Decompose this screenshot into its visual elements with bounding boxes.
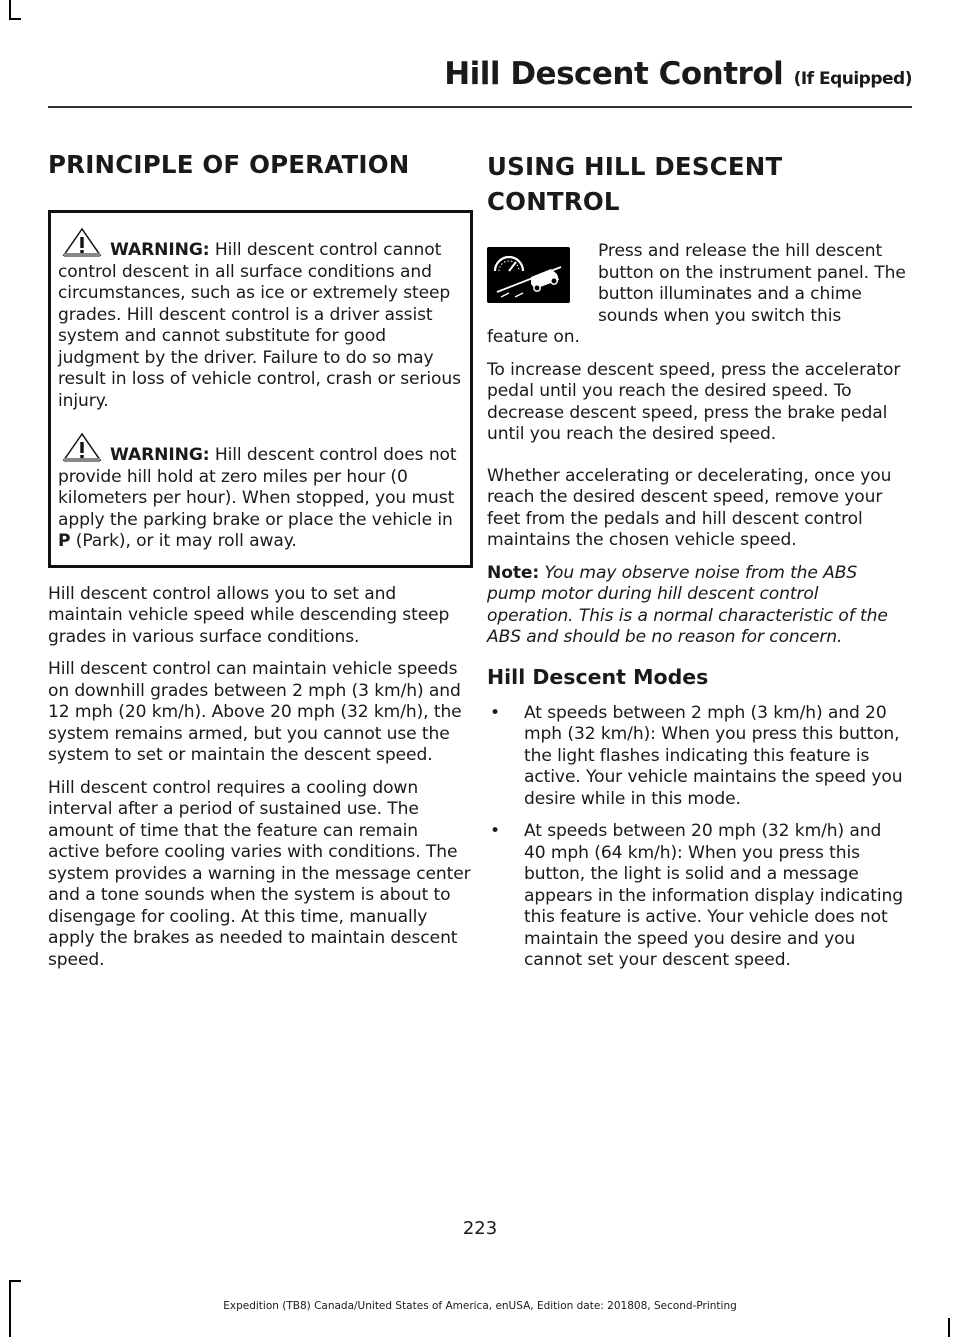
body-paragraph: Press and release the hill descent button on the instrument panel. The button illuminates and a chime sounds when you switch this feature on. [487, 241, 906, 347]
list-item [487, 703, 907, 811]
warning-box [48, 210, 473, 568]
crop-mark [9, 0, 11, 20]
left-column [48, 140, 473, 982]
note [487, 563, 907, 649]
park-letter: P [58, 531, 71, 551]
page-title-suffix: (If Equipped) [793, 69, 912, 89]
footer-text: Expedition (TB8) Canada/United States of America, enUSA, Edition date: 201808, Second-Printing [223, 1300, 737, 1312]
hill-descent-icon [487, 247, 570, 303]
warning-text-end: (Park), or it may roll away. [70, 531, 297, 551]
list-item-text: At speeds between 20 mph (32 km/h) and 40 mph (64 km/h): When you press this button, the light is solid and a message appears in the information display indicating this feature is active. Your vehicle does not maintain the speed you desire and you cannot set your descent speed. [524, 821, 903, 970]
page-title [444, 56, 912, 92]
subheading: Hill Descent Modes [487, 664, 709, 689]
warning-1 [58, 227, 465, 412]
crop-mark [9, 18, 21, 20]
body-paragraph: Hill descent control allows you to set and maintain vehicle speed while descending steep grades in various surface conditions. [48, 583, 450, 647]
warning-text: Hill descent control does not provide hill hold at zero miles per hour (0 kilometers per hour). When stopped, you must apply the parking brake or place the vehicle in [58, 445, 457, 530]
warning-2 [58, 432, 465, 553]
section-heading: PRINCIPLE OF OPERATION [48, 150, 410, 179]
right-column [487, 140, 907, 983]
warning-text: Hill descent control cannot control descent in all surface conditions and circumstances, such as ice or extremely steep grades. Hill descent control is a driver assist system and cannot substitute for good judgment by the driver. Failure to do so may result in loss of vehicle control, crash or serious injury. [58, 240, 461, 411]
note-label: Note: [487, 562, 540, 583]
bullet-icon: • [490, 702, 500, 723]
warning-label: WARNING: [110, 240, 210, 260]
bullet-icon: • [490, 821, 500, 841]
body-paragraph: Hill descent control can maintain vehicle speeds on downhill grades between 2 mph (3 km/h) and 12 mph (20 km/h). Above 20 mph (32 km/h), the system remains armed, but you cannot use the system to set or maintain the descent speed. [48, 659, 462, 765]
body-paragraph: Whether accelerating or decelerating, once you reach the desired descent speed, remove your feet from the pedals and hill descent control maintains the chosen vehicle speed. [487, 465, 892, 550]
list-item-text: At speeds between 2 mph (3 km/h) and 20 mph (32 km/h): When you press this button, the light flashes indicating this feature is active. Your vehicle maintains the speed you desire while in this mode. [524, 702, 903, 809]
section-heading-line: USING HILL DESCENT [487, 152, 783, 181]
page-number: 223 [462, 1218, 498, 1239]
page-title-text: Hill Descent Control [444, 56, 784, 92]
body-paragraph: Hill descent control requires a cooling down interval after a period of sustained use. The amount of time that the feature can remain active before cooling varies with conditions. The system provides a warning in the message center and a tone sounds when the system is about to disengage for cooling. At this time, manually apply the brakes as needed to maintain descent speed. [48, 777, 471, 970]
note-text: You may observe noise from the ABS pump motor during hill descent control operation. This is a normal characteristic of the ABS and should be no reason for concern. [487, 562, 888, 647]
header-divider [48, 106, 912, 108]
crop-mark [948, 1318, 950, 1337]
section-heading [487, 149, 907, 219]
crop-mark [9, 1280, 21, 1282]
body-paragraph: To increase descent speed, press the accelerator pedal until you reach the desired speed. To decrease descent speed, press the brake pedal until you reach the desired speed. [487, 359, 901, 444]
warning-label: WARNING: [110, 445, 210, 465]
warning-triangle-icon [58, 227, 106, 259]
modes-list [487, 703, 907, 972]
warning-triangle-icon [58, 432, 106, 464]
list-item [487, 821, 907, 972]
section-heading-line: CONTROL [487, 187, 620, 216]
